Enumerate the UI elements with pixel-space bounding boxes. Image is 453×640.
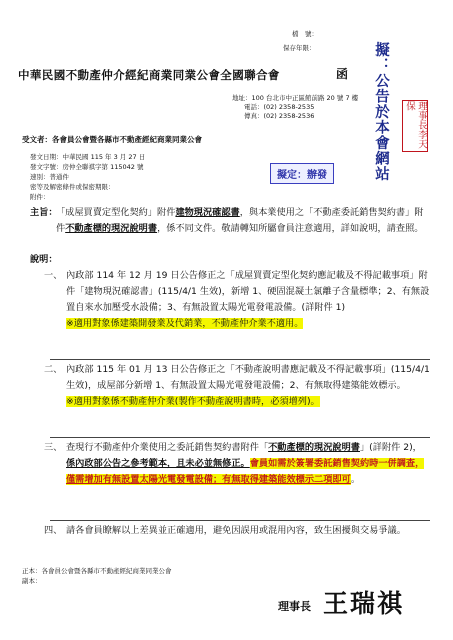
- item2-number: 二、: [44, 364, 63, 375]
- issue-date: 發文日期：中華民國 115 年 3 月 27 日: [30, 153, 146, 161]
- security-level: 密等及解密條件或保密期限：: [30, 183, 115, 191]
- approval-stamp: 擬：公告於本會網站: [373, 42, 390, 182]
- proposal-stamp: 擬定：辦發: [270, 163, 334, 184]
- phone-text: 電話：(02) 2358-2535: [244, 103, 315, 111]
- chairman-title: 理事長: [278, 600, 311, 613]
- item3-text: 查現行不動產仲介業使用之委託銷售契約書附件「不動產標的現況說明書」(詳附件 2)，係內政部公告之參考範本，且未必並無修正。會員如需於簽署委託銷售契約時一併調查，僅需增加有無設置太陽光電發電設備；有無取得建築能效標示二項即可。: [66, 442, 425, 485]
- divider-2: [50, 437, 430, 438]
- explanation-label: 說明：: [30, 254, 58, 265]
- item1-note: ※適用對象係建築開發業及代銷業，不動產仲介業不適用。: [66, 318, 304, 329]
- retention-label: 保存年限：: [283, 44, 316, 52]
- item3-reference: 係內政部公告之參考範本，且未必並無修正。: [66, 458, 250, 469]
- divider-1: [50, 359, 430, 360]
- item4-number: 四、: [44, 525, 63, 536]
- item4-text: 請各會員瞭解以上差異並正確適用，避免因誤用或混用內容，致生困擾與交易爭議。: [66, 525, 406, 536]
- subject-doc-building: 建物現況確認書: [175, 207, 240, 218]
- item3-highlight-b: 僅需增加有無設置太陽光電發電設備；有無取得建築能效標示二項即可: [66, 474, 351, 485]
- item2-note: ※適用對象係不動產仲介業(製作不動產說明書時，必須增列)。: [66, 396, 320, 407]
- address-text: 地址：100 台北市中正區館前路 20 號 7 樓: [232, 94, 359, 102]
- speed-class: 速別：普通件: [30, 173, 69, 181]
- item1-number: 一、: [44, 270, 63, 281]
- item3-highlight-a: 會員如需於簽署委託銷售契約時一併調查，: [249, 458, 425, 469]
- item3-doc-name: 不動產標的現況說明書: [268, 442, 360, 453]
- fax-text: 傳真：(02) 2358-2536: [244, 112, 315, 120]
- subject-paragraph: 「成屋買賣定型化契約」附件建物現況確認書，與本業使用之「不動產委託銷售契約書」附件不動產標的現況說明書，係不同文件。敬請轉知所屬會員注意適用，詳如說明，請查照。: [56, 207, 424, 234]
- file-number-label: 檔 號：: [292, 30, 318, 38]
- main-recipient: 正本：各會員公會暨各縣市不動產經紀商業同業公會: [22, 567, 172, 575]
- doc-number: 發文字號：房仲全聯祺字第 115042 號: [30, 163, 144, 171]
- doc-type: 函: [336, 67, 349, 81]
- subject-doc-property: 不動產標的現況說明書: [65, 223, 158, 234]
- item1-text: 內政部 114 年 12 月 19 日公告修正之「成屋買賣定型化契約應記載及不得記載事項」附件「建物現況確認書」(115/4/1 生效)，新增 1、硬固混凝土氯離子含量標準；2、有無設置自來水加壓受水設備；3、有無設置太陽光電發電設備。(詳附件 1) ※適用對象係建築開發業及代銷業，不動產仲介業不適用。: [66, 270, 430, 329]
- recipient-line: 受文者：各會員公會暨各縣市不動產經紀商業同業公會: [22, 135, 202, 144]
- copy-recipient: 副本：: [22, 577, 42, 585]
- attachment-label: 附件：: [30, 193, 50, 201]
- subject-label: 主旨：: [30, 207, 58, 218]
- divider-3: [50, 520, 430, 521]
- chairman-seal: 理事長李天保: [402, 100, 428, 152]
- item2-text: 內政部 115 年 01 月 13 日公告修正之「不動產說明書應記載及不得記載事項」(115/4/1 生效)，成屋部分新增 1、有無設置太陽光電發電設備；2、有無取得建築能效標示。 ※適用對象係不動產仲介業(製作不動產說明書時，必須增列)。: [66, 364, 430, 407]
- chairman-name: 王瑞祺: [323, 589, 405, 618]
- org-title: 中華民國不動產仲介經紀商業同業公會全國聯合會: [18, 68, 280, 82]
- item3-number: 三、: [44, 442, 63, 453]
